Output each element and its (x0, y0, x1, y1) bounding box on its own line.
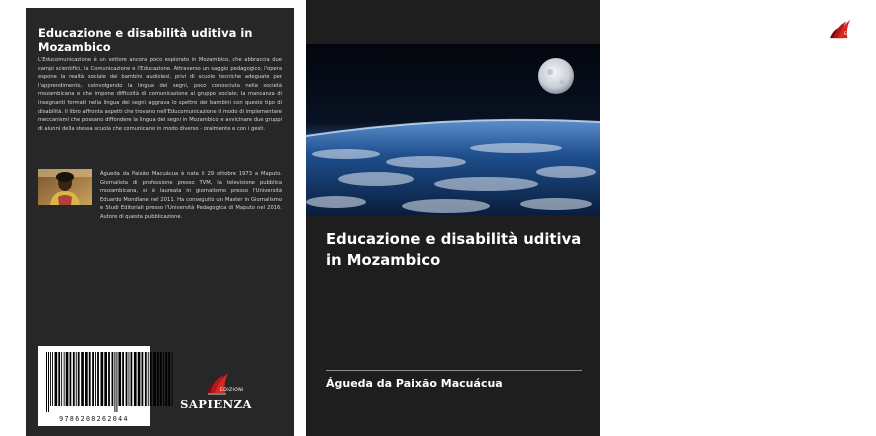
barcode-bar (89, 352, 91, 406)
barcode-bar (153, 352, 156, 406)
barcode-bar (112, 352, 114, 406)
barcode-bar (50, 352, 51, 406)
publisher-name: SAPIENZA (809, 45, 873, 56)
barcode-bar (148, 352, 149, 406)
barcode-bar (46, 352, 47, 412)
publisher-tag: EDIZIONI (844, 32, 868, 37)
barcode-bar (172, 352, 173, 406)
barcode-bar (66, 352, 69, 406)
barcode-bar (48, 352, 49, 412)
barcode-bar (168, 352, 170, 406)
barcode-bar (160, 352, 162, 406)
barcode-bar (150, 352, 152, 406)
barcode-bar (55, 352, 58, 406)
front-cover-author: Águeda da Paixão Macuácua (326, 377, 503, 390)
back-cover-title: Educazione e disabilità uditiva in Mozambico (38, 26, 253, 54)
barcode-bar (163, 352, 164, 406)
author-divider (326, 370, 582, 371)
barcode-bar (122, 352, 124, 406)
barcode-bar (97, 352, 99, 406)
publisher-logo-front (806, 18, 876, 56)
barcode-bar (52, 352, 53, 406)
author-photo (38, 169, 92, 205)
isbn-barcode (38, 346, 150, 426)
barcode-bar (114, 352, 115, 412)
spine (294, 0, 306, 436)
barcode-bar (104, 352, 107, 406)
front-cover (306, 0, 873, 436)
barcode-bar (108, 352, 110, 406)
barcode-bar (165, 352, 167, 406)
barcode-bar (92, 352, 94, 406)
barcode-bar (142, 352, 144, 406)
barcode-bar (157, 352, 159, 406)
barcode-bar (58, 352, 60, 406)
publisher-logo-back (176, 371, 256, 411)
publisher-tag: EDIZIONI (220, 388, 244, 393)
cover-art-earth-moon (306, 44, 600, 219)
barcode-bar (73, 352, 75, 406)
publisher-name: SAPIENZA (180, 397, 252, 411)
back-cover-blurb: L'Educomunicazione è un settore ancora poco esplorato in Mozambico, che abbraccia due campi scientifici, la Comunicazione e l'Educazione. Attraverso un saggio pedagogico, l'opera espone la realtà sociale dei bambini audiolesi, privi di scuole tecniche adeguate per l'apprendimento, coinvolgendo la lingua dei segni, poco conosciuta nella società mozambicana e che impone difficoltà di comunicazione al gruppo sociale; la mancanza di insegnanti formati nella lingua dei segni aggrava lo spettro dei bambini con questo tipo di disabilità. Il libro affronta aspetti che trovano nell'Educomunicazione il modo di implementare meccanismi che possano diffondere la lingua dei segni in Mozambico e avvicinare due gruppi di alunni della stessa scuola che comunicano in modo diverso - oralmente e con i gesti. (38, 57, 282, 132)
barcode-bar (138, 352, 141, 406)
barcode-bar (134, 352, 137, 406)
barcode-bar (126, 352, 128, 406)
barcode-bar (116, 352, 117, 412)
barcode-bar (70, 352, 72, 406)
front-cover-title: Educazione e disabilità uditiva in Mozambico (326, 231, 582, 269)
barcode-bar (101, 352, 104, 406)
barcode-bar (118, 352, 121, 406)
barcode-bar (76, 352, 77, 406)
barcode-bar (61, 352, 62, 406)
barcode-bar (129, 352, 130, 406)
barcode-bar (64, 352, 65, 406)
back-cover (26, 8, 294, 436)
barcode-bar (78, 352, 80, 406)
author-bio: Águeda da Paixão Macuácua è nata il 29 ottobre 1973 a Maputo. Giornalista di professione presso TVM, la televisione pubblica mozambicana, si è laureata in giornalismo presso l'Università Eduardo Mondlane nel 2011. Ha conseguito un Master in Giornalismo e Studi Editoriali presso l'Università Pedagogica di Maputo nel 2016. Autore di questa pubblicazione. (100, 171, 282, 220)
barcode-bar (95, 352, 96, 406)
isbn-number: 9786208262044 (59, 415, 129, 423)
barcode-bar (131, 352, 133, 406)
barcode-bar (85, 352, 88, 406)
barcode-bar (81, 352, 84, 406)
barcode-bar (145, 352, 147, 406)
